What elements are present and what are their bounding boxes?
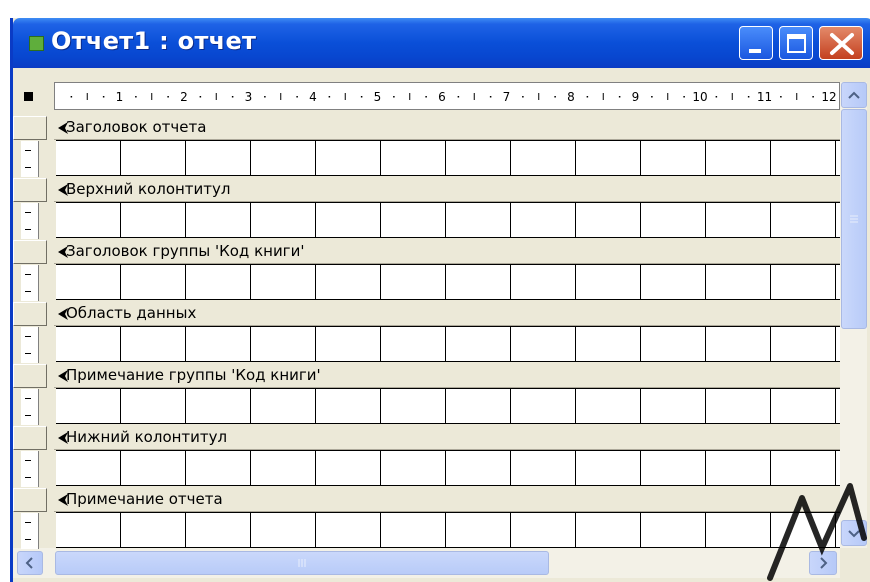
section-selector[interactable] [13,178,47,202]
section-header[interactable] [54,116,840,140]
report-icon [29,36,44,51]
ruler-dash [25,274,31,275]
ruler-dash [25,167,31,168]
ruler-dash [25,477,31,478]
section-selector[interactable] [13,116,47,140]
section-header[interactable] [54,488,840,512]
section-header[interactable] [54,178,840,202]
ruler-label: 10 [692,90,708,104]
ruler-label: 11 [756,90,773,104]
ruler-dash [25,522,31,523]
section-area[interactable] [56,450,840,486]
ruler-label: 1 [115,90,124,104]
section-selector[interactable] [13,364,47,388]
ruler-label: 2 [180,90,188,104]
scroll-left-button[interactable] [17,551,43,575]
vertical-ruler-segment [21,203,39,239]
ruler-label: 3 [244,90,253,104]
vertical-ruler-segment [21,327,39,363]
vertical-scroll-thumb[interactable] [841,109,867,329]
ruler-label: 6 [438,90,446,104]
ruler-dash [25,229,31,230]
section-selector[interactable] [13,302,47,326]
minimize-icon [740,27,774,61]
chevron-right-icon [810,552,836,574]
window-title: Отчет1 : отчет [51,27,257,55]
ruler-dash [25,212,31,213]
maximize-icon [780,27,814,61]
ruler-dash [25,353,31,354]
ruler-label: 9 [631,90,640,104]
vertical-ruler-segment [21,141,39,177]
ruler-dash [25,539,31,540]
vertical-ruler-segment [21,389,39,425]
horizontal-ruler[interactable] [54,82,840,110]
section-area[interactable] [56,388,840,424]
close-button[interactable] [819,26,863,60]
horizontal-scrollbar[interactable] [13,548,840,578]
ruler-label: 8 [567,90,575,104]
chevron-down-icon [842,521,866,545]
ruler-label: 5 [373,90,382,104]
section-label: Заголовок группы 'Код книги' [66,242,305,260]
vertical-scrollbar[interactable] [840,82,867,548]
grip-icon [842,110,866,330]
horizontal-scroll-thumb[interactable] [55,551,549,575]
select-report-square[interactable] [24,92,33,101]
ruler-dash [25,336,31,337]
ruler-dash [25,415,31,416]
section-label: Область данных [66,304,197,322]
scroll-down-button[interactable] [841,520,867,546]
chevron-left-icon [18,552,42,574]
vertical-ruler-segment [21,451,39,487]
ruler-ticks [55,83,840,110]
section-selector[interactable] [13,488,47,512]
scroll-up-button[interactable] [841,82,867,108]
grip-icon [56,552,550,574]
vertical-ruler-segment [21,513,39,549]
section-label: Нижний колонтитул [66,428,228,446]
section-area[interactable] [56,202,840,238]
ruler-dash [25,291,31,292]
close-icon [820,27,864,61]
section-area[interactable] [56,140,840,176]
section-selector[interactable] [13,426,47,450]
maximize-button[interactable] [779,26,813,60]
section-label: Примечание отчета [66,490,223,508]
ruler-label: 12 [821,90,837,104]
section-header[interactable] [54,302,840,326]
ruler-label: 4 [309,90,317,104]
scroll-right-button[interactable] [809,551,837,575]
vertical-ruler-segment [21,265,39,301]
chevron-up-icon [842,83,866,107]
section-selector[interactable] [13,240,47,264]
section-area[interactable] [56,264,840,300]
section-header[interactable] [54,364,840,388]
ruler-dash [25,398,31,399]
ruler-label: 7 [502,90,511,104]
ruler-dash [25,460,31,461]
section-label: Верхний колонтитул [66,180,231,198]
section-area[interactable] [56,326,840,362]
minimize-button[interactable] [739,26,773,60]
section-header[interactable] [54,426,840,450]
section-header[interactable] [54,240,840,264]
section-area[interactable] [56,512,840,548]
section-label: Примечание группы 'Код книги' [66,366,321,384]
title-bar[interactable] [13,18,870,68]
section-label: Заголовок отчета [66,118,207,136]
ruler-dash [25,150,31,151]
